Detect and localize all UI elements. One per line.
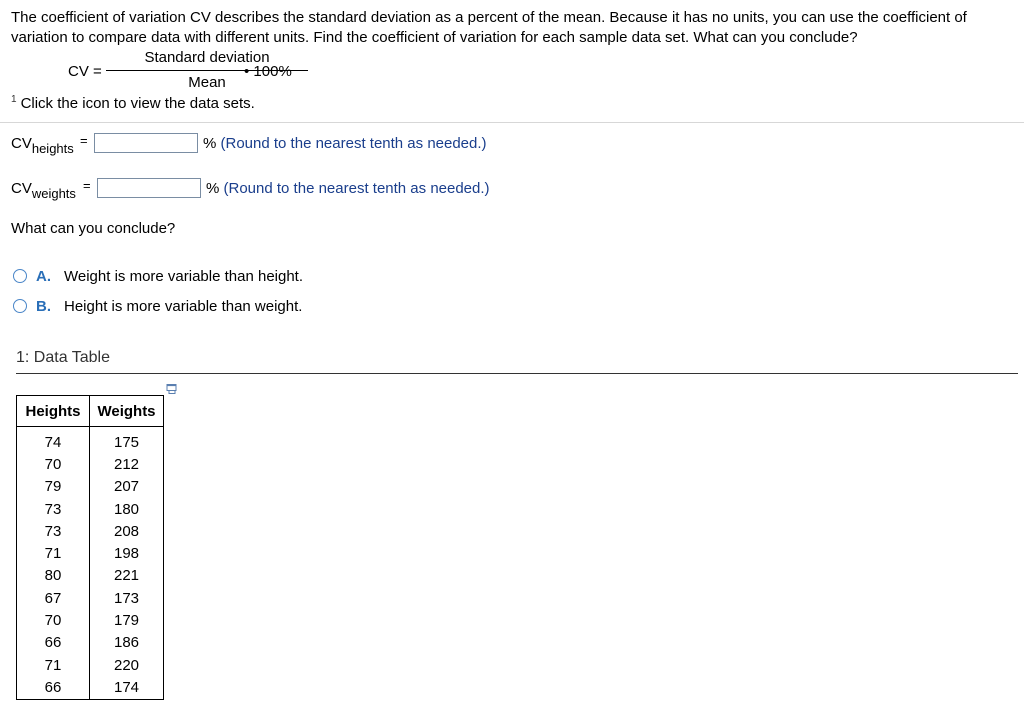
formula-lhs: CV =	[68, 63, 102, 80]
table-row	[17, 565, 164, 587]
option-b-text[interactable]: Height is more variable than weight.	[64, 298, 303, 315]
problem-intro: The coefficient of variation CV describes the standard deviation as a percent of the mean. Because it has no units, you can use the coefficient of variation to compare data with different units. Find the coefficient of variation for each sample data set. What can you conclude?	[11, 9, 967, 46]
height-cell: 73	[17, 498, 90, 520]
copy-icon[interactable]	[166, 383, 178, 395]
weight-cell: 208	[90, 520, 164, 542]
cv-weights-input[interactable]	[97, 178, 201, 198]
height-cell: 80	[17, 565, 90, 587]
cv-heights-rounding-note: (Round to the nearest tenth as needed.)	[220, 135, 487, 152]
height-cell: 70	[17, 453, 90, 475]
data-table	[16, 395, 164, 700]
weight-cell: 174	[90, 676, 164, 699]
table-row	[17, 676, 164, 699]
weight-cell: 180	[90, 498, 164, 520]
table-row	[17, 632, 164, 654]
height-cell: 73	[17, 520, 90, 542]
data-table-title: 1: Data Table	[16, 349, 110, 366]
cv-heights-input[interactable]	[94, 133, 198, 153]
cv-weights-hint	[206, 180, 490, 197]
cv-heights-unit: %	[203, 135, 217, 152]
cv-heights-label: $CV_{heights}$	[11, 135, 74, 156]
table-row	[17, 476, 164, 498]
data-table-header	[17, 396, 164, 427]
table-row	[17, 520, 164, 542]
table-row	[17, 427, 164, 454]
cv-heights-hint	[203, 135, 487, 152]
height-cell: 70	[17, 609, 90, 631]
weight-cell: 198	[90, 542, 164, 564]
column-header-heights: Heights	[17, 396, 90, 427]
table-row	[17, 542, 164, 564]
table-row	[17, 609, 164, 631]
formula-numerator: Standard deviation	[144, 49, 270, 66]
formula-multiplier: • 100%	[244, 63, 292, 80]
cv-weights-unit: %	[206, 180, 220, 197]
height-cell: 74	[17, 427, 90, 454]
height-cell: 67	[17, 587, 90, 609]
weight-cell: 175	[90, 427, 164, 454]
height-cell: 66	[17, 632, 90, 654]
footnote[interactable]	[11, 94, 255, 112]
weight-cell: 186	[90, 632, 164, 654]
cv-weights-equals: =	[83, 178, 91, 193]
weight-cell: 173	[90, 587, 164, 609]
data-table-rule	[16, 373, 1018, 374]
option-a-text[interactable]: Weight is more variable than height.	[64, 268, 304, 285]
formula-denominator: Mean	[188, 74, 226, 91]
section-divider	[0, 122, 1024, 123]
height-cell: 71	[17, 542, 90, 564]
option-a-letter: A.	[36, 268, 51, 285]
option-b-letter: B.	[36, 298, 51, 315]
table-row	[17, 654, 164, 676]
weight-cell: 207	[90, 476, 164, 498]
cv-weights-label: $CV_{weights}$	[11, 180, 76, 201]
conclusion-question: What can you conclude?	[11, 220, 176, 237]
height-cell: 66	[17, 676, 90, 699]
column-header-weights: Weights	[90, 396, 164, 427]
footnote-text: Click the icon to view the data sets.	[20, 95, 255, 112]
weight-cell: 212	[90, 453, 164, 475]
height-cell: 71	[17, 654, 90, 676]
cv-weights-rounding-note: (Round to the nearest tenth as needed.)	[223, 180, 490, 197]
table-row	[17, 453, 164, 475]
height-cell: 79	[17, 476, 90, 498]
weight-cell: 179	[90, 609, 164, 631]
weight-cell: 221	[90, 565, 164, 587]
option-a-radio[interactable]	[13, 269, 27, 283]
footnote-marker[interactable]: 1	[11, 94, 17, 105]
cv-heights-equals: =	[80, 133, 88, 148]
table-row	[17, 498, 164, 520]
table-row	[17, 587, 164, 609]
weight-cell: 220	[90, 654, 164, 676]
option-b-radio[interactable]	[13, 299, 27, 313]
